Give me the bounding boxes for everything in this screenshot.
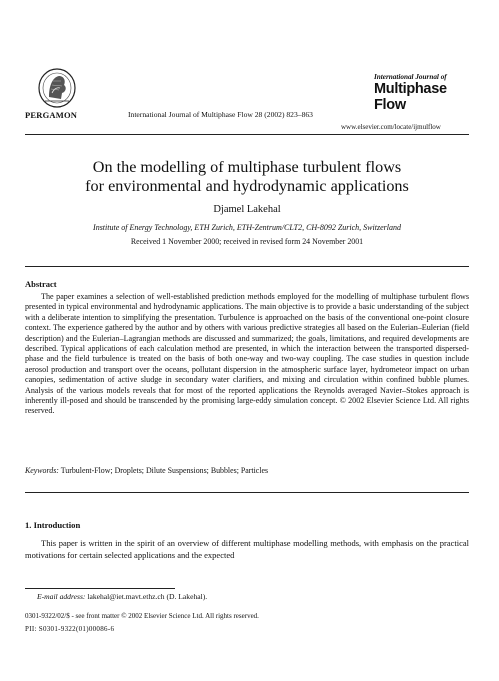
journal-brand-line3: Flow <box>374 96 406 113</box>
abstract-heading: Abstract <box>25 279 57 289</box>
received-dates: Received 1 November 2000; received in revised form 24 November 2001 <box>130 237 364 246</box>
keywords <box>25 466 469 475</box>
copyright-line: 0301-9322/02/$ - see front matter © 2002 Elsevier Science Ltd. All rights reserved. <box>25 612 259 620</box>
section-heading: 1. Introduction <box>25 520 81 530</box>
article-title-line1: On the modelling of multiphase turbulent flows <box>92 158 402 176</box>
keywords-label: Keywords: <box>25 466 59 475</box>
journal-reference: International Journal of Multiphase Flow 28 (2002) 823–863 <box>128 110 313 119</box>
elsevier-tree-icon <box>31 67 83 109</box>
author-email <box>37 592 207 601</box>
abstract-bottom-rule <box>25 492 469 493</box>
publisher-name: PERGAMON <box>25 110 78 120</box>
abstract-top-rule <box>25 266 469 267</box>
journal-website-link[interactable]: www.elsevier.com/locate/ijmulflow <box>341 123 441 131</box>
introduction-paragraph: This paper is written in the spirit of an overview of different multiphase modelling methods, with emphasis on the practical motivations for certain selected applications and the expected <box>25 538 469 560</box>
author-affiliation: Institute of Energy Technology, ETH Zurich, ETH-Zentrum/CLT2, CH-8092 Zurich, Switzerland <box>93 223 401 232</box>
footnote-rule <box>25 588 175 589</box>
abstract-body: The paper examines a selection of well-established prediction methods employed for the modelling of multiphase turbulent flows presented in typical environmental and hydrodynamic applications. The main objective is to provide a basic understanding of the subject with a deliberate intention to simplifying the presentation. Turbulence is approached on the basis of the conventional one-point closure context. The experience gathered by the author and by others with various predictive strategies all based on the Eulerian–Eulerian (field description) and the Eulerian–Lagrangian methods are discussed and summarized; the goals, limitations, and required developments are described. Typical applications of each calculation method are presented, in which the interaction between the transported dispersed-phase and the field turbulence is treated on the basis of both one-way and two-way coupling. The case studies in question include aerosol production and transport over the oceans, pollutant dispersion in the atmospheric surface layer, hydrometeor impact on urban canopies, sedimentation of active sludge in secondary water clarifiers, and mixing and circulation within confined bubble plumes. Analysis of the various models reveals that for most of the reported applications the Reynolds averaged Navier–Stokes approach is inherently ill-posed and should be transcended by the promising large-eddy simulation concept. © 2002 Elsevier Science Ltd. All rights reserved. <box>25 292 469 416</box>
pii-identifier: PII: S0301-9322(01)00086-6 <box>25 625 115 633</box>
journal-brand <box>374 74 464 112</box>
keywords-list: Turbulent-Flow; Droplets; Dilute Suspensions; Bubbles; Particles <box>60 466 269 475</box>
header-rule <box>25 134 469 135</box>
article-author: Djamel Lakehal <box>213 204 281 215</box>
journal-brand-line2: Multiphase <box>374 81 447 98</box>
article-title-line2: for environmental and hydrodynamic applications <box>85 177 409 195</box>
journal-brand-line1: International Journal of <box>374 73 447 81</box>
article-title <box>25 158 469 196</box>
email-label: E-mail address: <box>37 592 86 601</box>
publisher-logo <box>31 67 83 109</box>
email-address[interactable]: lakehal@iet.mavt.ethz.ch (D. Lakehal). <box>87 592 208 601</box>
